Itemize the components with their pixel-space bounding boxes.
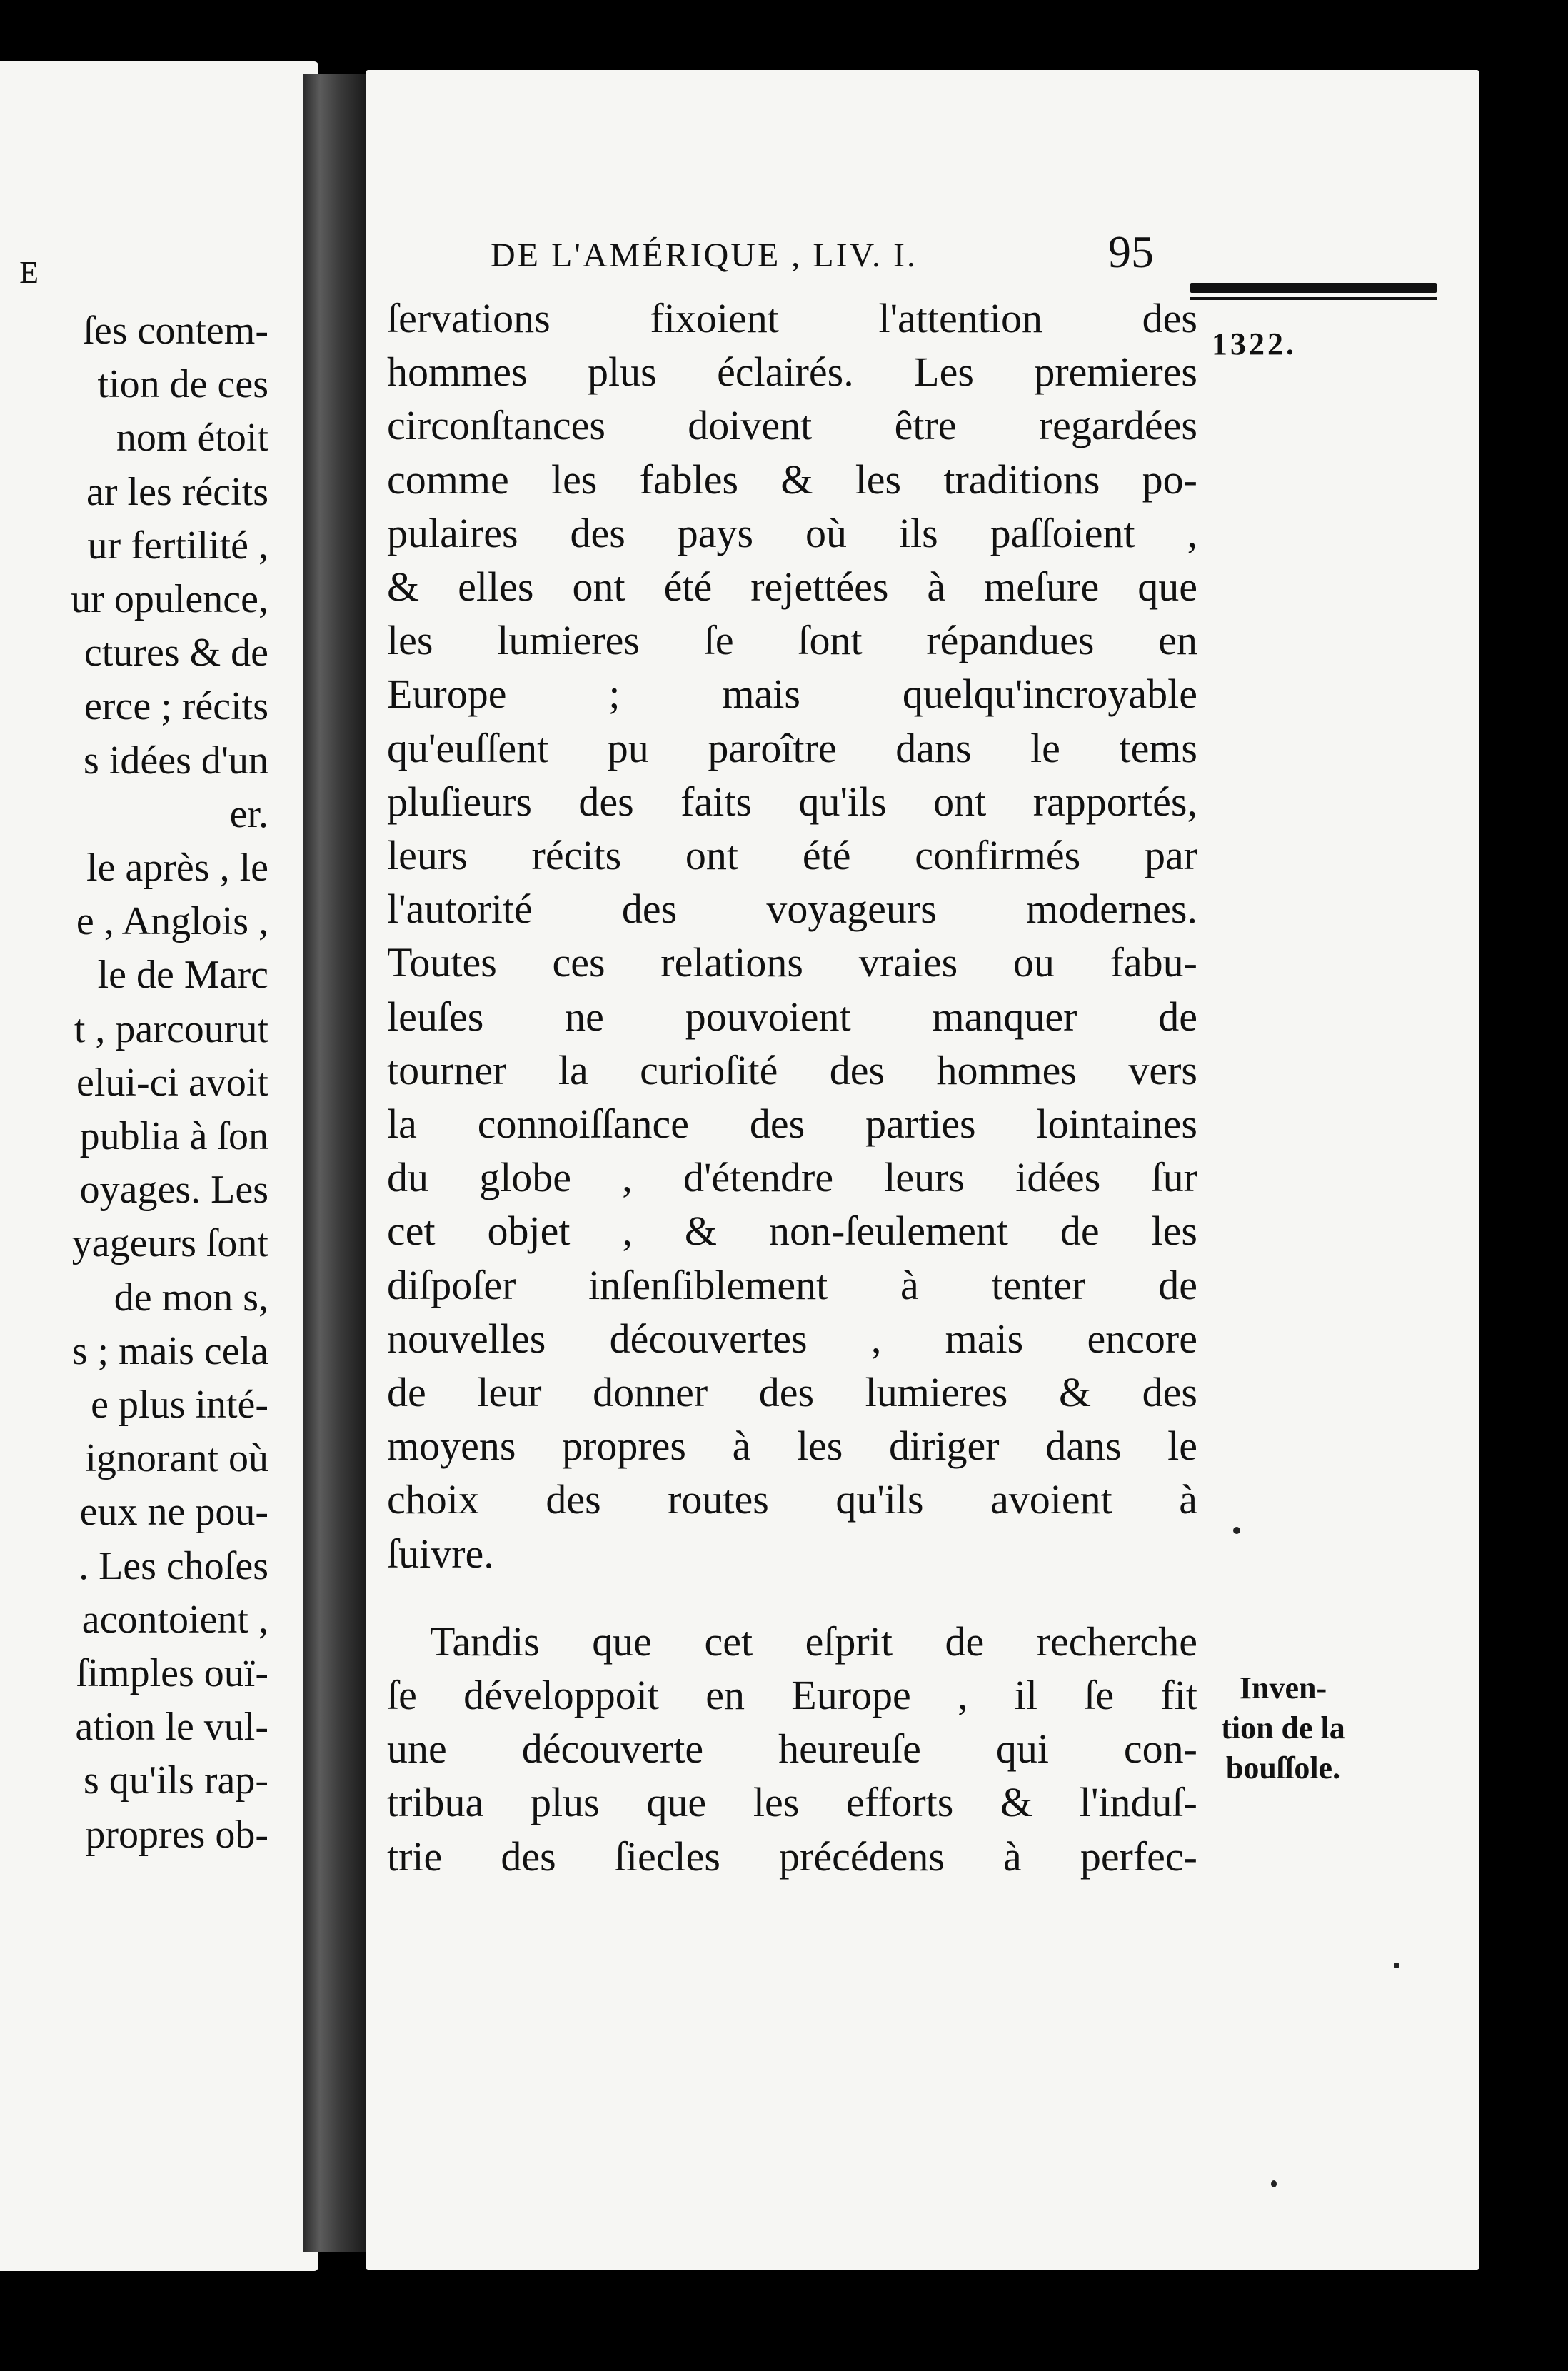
text-line: choix des routes qu'ils avoient à [387,1476,1197,1523]
text-line: le après , le [86,846,268,891]
left-page [0,61,318,2271]
running-head: DE L'AMÉRIQUE , LIV. I. [491,236,918,274]
text-line: nom étoit [116,416,268,461]
text-line: ſes contem- [83,309,268,353]
body-text [387,291,1197,1883]
text-line: s idées d'un [84,738,268,783]
text-line: Tandis que cet eſprit de recherche [430,1618,1197,1665]
paragraph-break [387,1580,1197,1615]
text-line: leuſes ne pouvoient manquer de [387,993,1197,1040]
text-line: le de Marc [97,953,268,998]
text-line: erce ; récits [84,684,268,729]
text-line: de leur donner des lumieres & des [387,1369,1197,1416]
book-gutter [303,74,371,2252]
margin-note [1205,1668,1362,1788]
page-speck [1271,2180,1277,2187]
text-line: ſervations fixoient l'attention des [387,295,1197,341]
text-line: moyens propres à les diriger dans le [387,1423,1197,1470]
text-line: ſimples ouï- [76,1651,268,1696]
text-line: de mon s, [114,1275,268,1320]
text-line: ſe développoit en Europe , il ſe fit [387,1672,1197,1719]
right-page [366,70,1479,2270]
text-line: circonſtances doivent être regardées [387,402,1197,449]
text-line: une découverte heureuſe qui con- [387,1725,1197,1773]
text-line: er. [229,791,268,836]
text-line: tion de ces [97,362,268,407]
text-line: Toutes ces relations vraies ou fabu- [387,939,1197,986]
text-line: ar les récits [86,469,268,514]
margin-note-line: bouſſole. [1225,1750,1341,1785]
text-line: e , Anglois , [76,899,268,944]
margin-year: 1322. [1212,326,1297,361]
text-line: & elles ont été rejettées à meſure que [387,563,1197,611]
text-line: publia à ſon [79,1114,268,1159]
margin-note-line: Inven- [1239,1670,1327,1705]
text-line: t , parcourut [74,1006,268,1051]
text-line: hommes plus éclairés. Les premieres [387,349,1197,396]
text-line: cet objet , & non-ſeulement de les [387,1208,1197,1255]
text-line: trie des ſiecles précédens à perfec- [387,1833,1197,1880]
text-line: tribua plus que les efforts & l'induſ- [387,1779,1197,1826]
text-line: ur opulence, [71,577,268,622]
text-line: qu'euſſent pu paroître dans le tems [387,724,1197,771]
text-line: acontoient , [81,1597,268,1642]
text-line: s ; mais cela [71,1328,268,1373]
text-line: la connoiſſance des parties lointaines [387,1101,1197,1148]
page-number: 95 [1108,226,1154,277]
text-line: diſpoſer inſenſiblement à tenter de [387,1261,1197,1308]
text-line: du globe , d'étendre leurs idées ſur [387,1154,1197,1201]
text-line: ation le vul- [75,1705,268,1750]
text-line: yageurs ſont [71,1221,268,1266]
text-line: s qu'ils rap- [84,1758,268,1803]
text-line: oyages. Les [79,1168,268,1213]
text-line: ſuivre. [387,1530,494,1577]
page-speck [1233,1527,1240,1534]
left-running-head: E [19,255,43,290]
text-line: pulaires des pays où ils paſſoient , [387,509,1197,556]
text-line: nouvelles découvertes , mais encore [387,1315,1197,1362]
text-line: l'autorité des voyageurs modernes. [387,886,1197,933]
text-line: . Les choſes [79,1543,268,1588]
text-line: ignorant où [85,1436,268,1481]
text-line: ctures & de [84,631,268,676]
left-page-text [0,304,268,1862]
page-speck [1394,1963,1399,1968]
text-line: comme les fables & les traditions po- [387,456,1197,503]
text-line: Europe ; mais quelqu'incroyable [387,671,1197,718]
header-rule [1190,283,1437,293]
text-line: les lumieres ſe ſont répandues en [387,617,1197,664]
text-line: propres ob- [85,1812,268,1857]
text-line: eux ne pou- [79,1490,268,1535]
header-rule-thin [1190,297,1437,300]
text-line: pluſieurs des faits qu'ils ont rapportés, [387,778,1197,825]
text-line: ur fertilité , [87,523,268,568]
text-line: tourner la curioſité des hommes vers [387,1046,1197,1093]
text-line: leurs récits ont été confirmés par [387,832,1197,879]
text-line: e plus inté- [91,1383,268,1428]
text-line: elui-ci avoit [76,1060,268,1105]
margin-note-line: tion de la [1221,1710,1345,1745]
